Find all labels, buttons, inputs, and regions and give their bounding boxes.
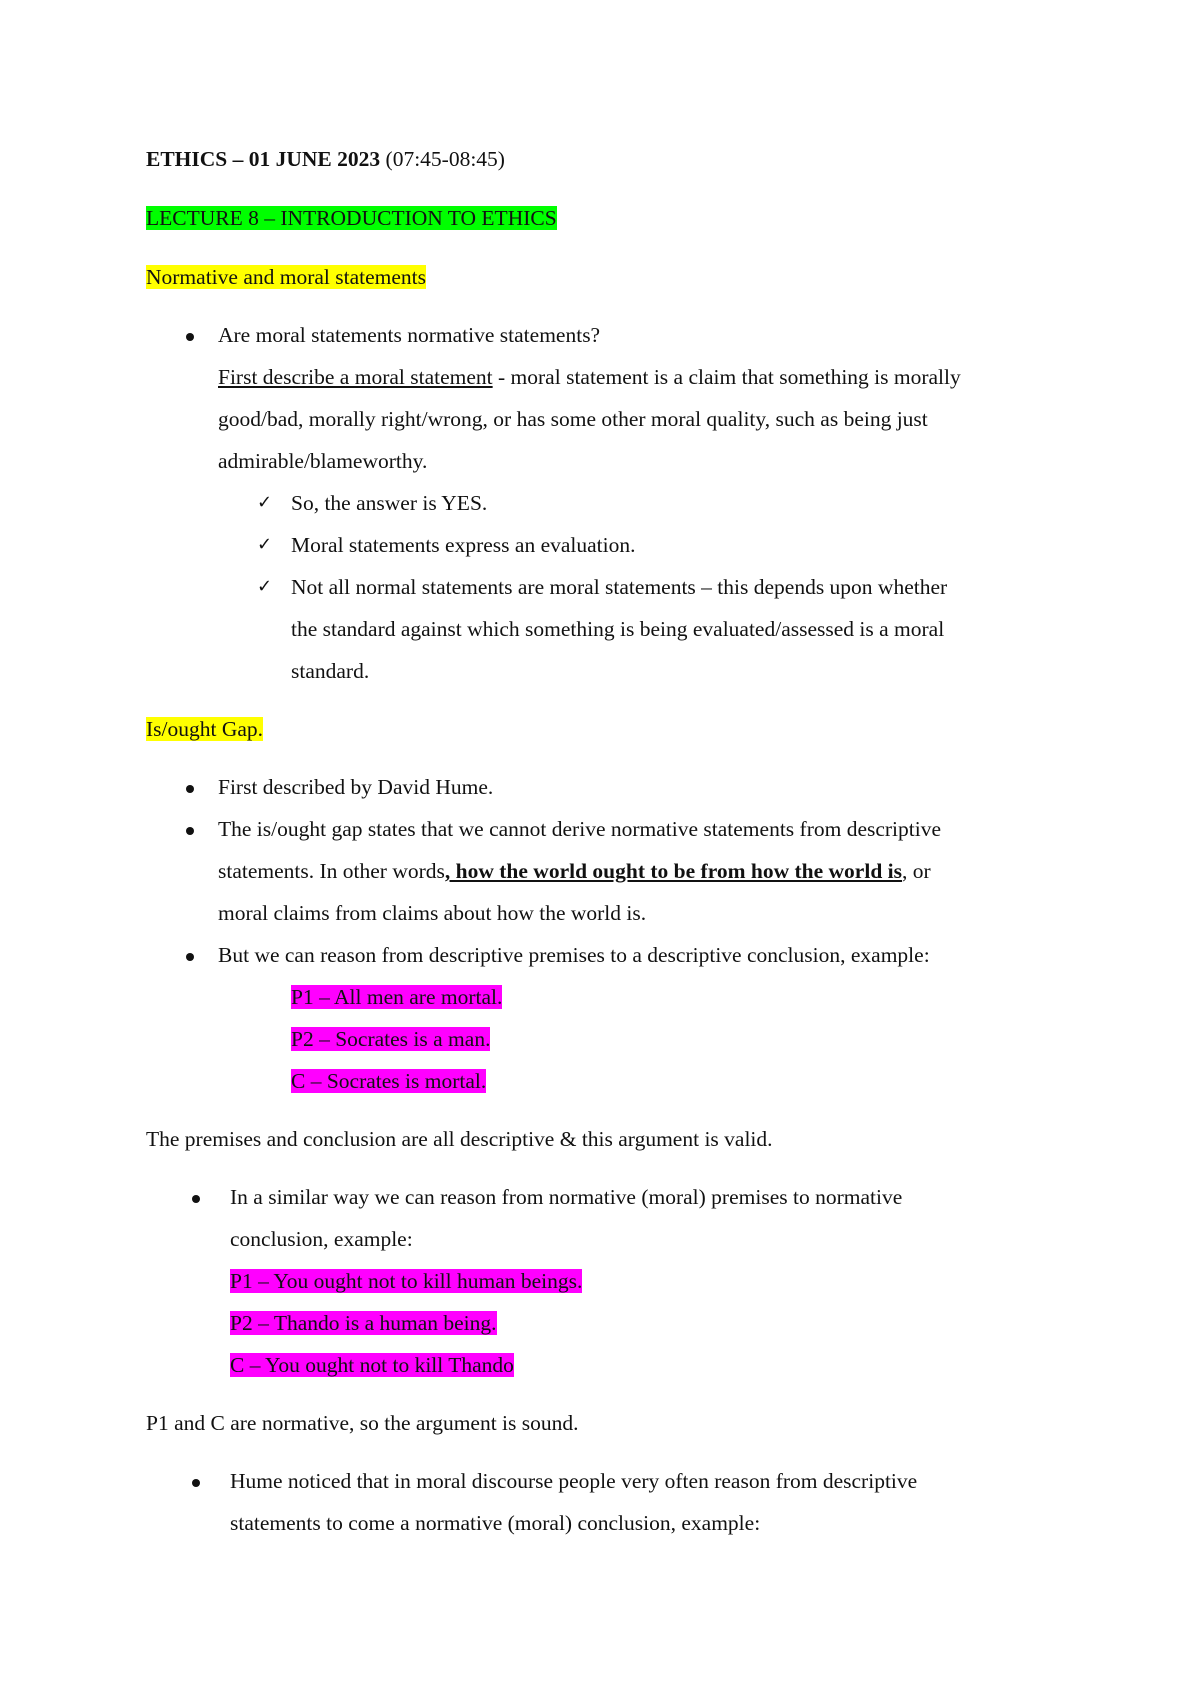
title-date: ETHICS – 01 JUNE 2023 [146, 147, 381, 171]
argument-conclusion-text: C – Socrates is mortal. [291, 1069, 487, 1093]
argument-2-premise-1 [230, 1268, 582, 1295]
checkmark-icon: ✓ [257, 576, 273, 597]
section-heading-is-ought-text: Is/ought Gap. [146, 717, 264, 741]
argument-premise-2 [291, 1026, 490, 1053]
argument-1-note: The premises and conclusion are all descriptive & this argument is valid. [146, 1127, 773, 1151]
argument-conclusion [291, 1068, 486, 1095]
section-heading-is-ought [146, 716, 263, 743]
document-title [146, 146, 505, 173]
gap-line2-end: , or [902, 859, 931, 883]
argument-premise-2-text: P2 – Socrates is a man. [291, 1027, 491, 1051]
check-item-standard-line2: the standard against which something is being evaluated/assessed is a moral [291, 617, 945, 641]
argument-premise-1 [291, 984, 502, 1011]
list-item-descriptive-reasoning: But we can reason from descriptive premises to a descriptive conclusion, example: [218, 943, 930, 967]
list-item-hume: First described by David Hume. [218, 775, 494, 799]
argument-2-conclusion [230, 1352, 514, 1379]
describe-label: First describe a moral statement [218, 365, 493, 389]
argument-premise-1-text: P1 – All men are mortal. [291, 985, 503, 1009]
title-time: (07:45-08:45) [385, 147, 505, 171]
bullet-icon [186, 827, 194, 835]
moral-statement-definition-line3: admirable/blameworthy. [218, 449, 428, 473]
argument-2-premise-1-text: P1 – You ought not to kill human beings. [230, 1269, 583, 1293]
check-item-standard-line3: standard. [291, 659, 370, 683]
argument-2-note: P1 and C are normative, so the argument is sound. [146, 1411, 579, 1435]
argument-2-conclusion-text: C – You ought not to kill Thando [230, 1353, 514, 1377]
list-item-gap-line1: The is/ought gap states that we cannot derive normative statements from descriptive [218, 817, 942, 841]
list-item-gap-line3: moral claims from claims about how the world is. [218, 901, 647, 925]
section-heading-normative-text: Normative and moral statements [146, 265, 427, 289]
checkmark-icon: ✓ [257, 492, 273, 513]
list-item-gap-line2 [218, 858, 931, 885]
bullet-icon [186, 953, 194, 961]
check-item-evaluation: Moral statements express an evaluation. [291, 533, 636, 557]
list-item-normative-reasoning-line1: In a similar way we can reason from normative (moral) premises to normative [230, 1185, 903, 1209]
checkmark-icon: ✓ [257, 534, 273, 555]
bullet-icon [186, 333, 194, 341]
list-item-normative-reasoning-line2: conclusion, example: [230, 1227, 413, 1251]
check-item-answer: So, the answer is YES. [291, 491, 488, 515]
moral-statement-definition-line2: good/bad, morally right/wrong, or has some other moral quality, such as being just [218, 407, 928, 431]
lecture-heading-text: LECTURE 8 – INTRODUCTION TO ETHICS [146, 206, 557, 230]
gap-line2-emphasis: , how the world ought to be from how the world is [444, 859, 902, 883]
check-item-standard-line1: Not all normal statements are moral statements – this depends upon whether [291, 575, 948, 599]
bullet-icon [192, 1195, 200, 1203]
bullet-icon [192, 1479, 200, 1487]
gap-line2-start: statements. In other words [218, 859, 445, 883]
list-item-hume-observation-line2: statements to come a normative (moral) conclusion, example: [230, 1511, 761, 1535]
argument-2-premise-2 [230, 1310, 497, 1337]
section-heading-normative [146, 264, 426, 291]
argument-2-premise-2-text: P2 – Thando is a human being. [230, 1311, 497, 1335]
bullet-icon [186, 785, 194, 793]
list-item-question: Are moral statements normative statements? [218, 323, 601, 347]
moral-statement-definition-line1 [218, 364, 961, 391]
describe-rest: - moral statement is a claim that something is morally [492, 365, 961, 389]
list-item-hume-observation-line1: Hume noticed that in moral discourse people very often reason from descriptive [230, 1469, 918, 1493]
lecture-heading [146, 205, 557, 232]
